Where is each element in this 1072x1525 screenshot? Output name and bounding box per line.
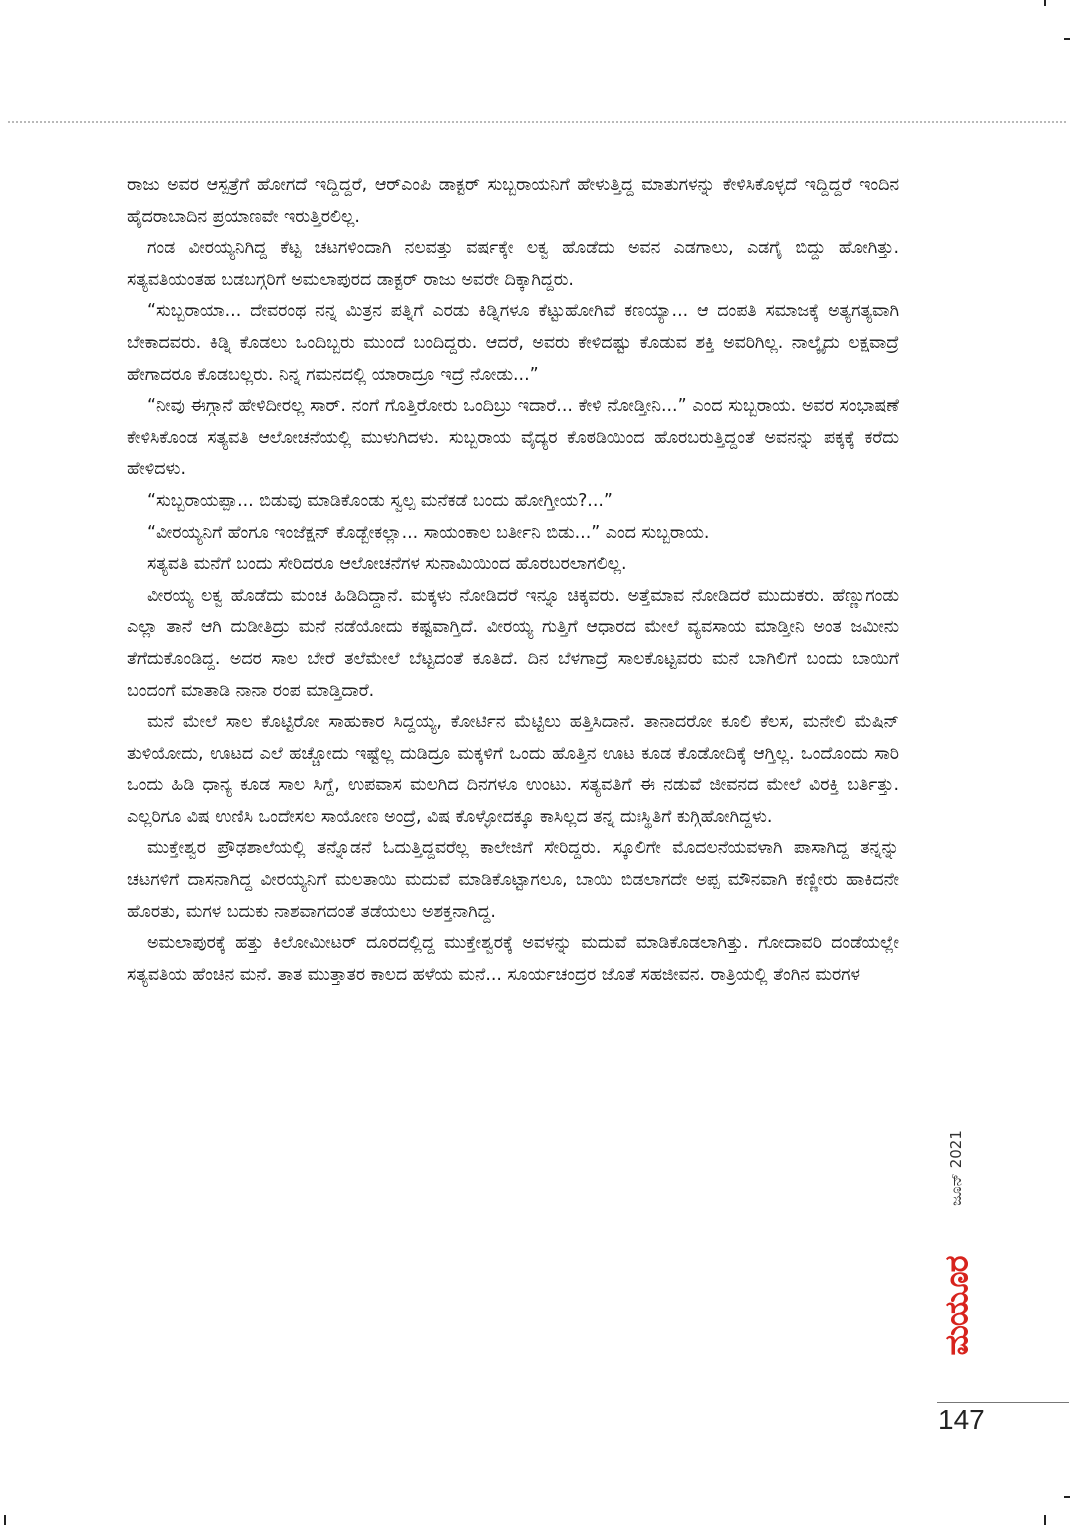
article-body [127, 170, 899, 1420]
paragraph-9: ಮನೆ ಮೇಲೆ ಸಾಲ ಕೊಟ್ಟಿರೋ ಸಾಹುಕಾರ ಸಿದ್ದಯ್ಯ, ಕೋರ್ಟಿನ ಮೆಟ್ಟಿಲು ಹತ್ತಿಸಿದಾನೆ. ತಾನಾದರೋ ಕೂಲಿ ಕೆಲಸ, ಮನೇಲಿ ಮೆಷಿನ್ ತುಳಿಯೋದು, ಊಟದ ಎಲೆ ಹಚ್ಚೋದು ಇಷ್ಟೆಲ್ಲ ದುಡಿದ್ರೂ ಮಕ್ಕಳಿಗೆ ಒಂದು ಹೊತ್ತಿನ ಊಟ ಕೂಡ ಕೊಡೋದಿಕ್ಕೆ ಆಗ್ತಿಲ್ಲ. ಒಂದೊಂದು ಸಾರಿ ಒಂದು ಹಿಡಿ ಧಾನ್ಯ ಕೂಡ ಸಾಲ ಸಿಗ್ದೆ, ಉಪವಾಸ ಮಲಗಿದ ದಿನಗಳೂ ಉಂಟು. ಸತ್ಯವತಿಗೆ ಈ ನಡುವೆ ಜೀವನದ ಮೇಲೆ ವಿರಕ್ತಿ ಬರ್ತಿತ್ತು. ಎಲ್ಲರಿಗೂ ವಿಷ ಉಣಿಸಿ ಒಂದೇಸಲ ಸಾಯೋಣ ಅಂದ್ರೆ, ವಿಷ ಕೊಳ್ಳೋದಕ್ಕೂ ಕಾಸಿಲ್ಲದ ತನ್ನ ದುಃಸ್ಥಿತಿಗೆ ಕುಗ್ಗಿಹೋಗಿದ್ದಳು. [127, 712, 899, 827]
paragraph-10: ಮುಕ್ತೇಶ್ವರ ಪ್ರೌಢಶಾಲೆಯಲ್ಲಿ ತನ್ನೊಡನೆ ಓದುತ್ತಿದ್ದವರೆಲ್ಲ ಕಾಲೇಜಿಗೆ ಸೇರಿದ್ದರು. ಸ್ಕೂಲಿಗೇ ಮೊದಲನೆಯವಳಾಗಿ ಪಾಸಾಗಿದ್ದ ತನ್ನನ್ನು ಚಟಗಳಿಗೆ ದಾಸನಾಗಿದ್ದ ವೀರಯ್ಯನಿಗೆ ಮಲತಾಯಿ ಮದುವೆ ಮಾಡಿಕೊಟ್ಟಾಗಲೂ, ಬಾಯಿ ಬಿಡಲಾಗದೇ ಅಪ್ಪ ಮೌನವಾಗಿ ಕಣ್ಣೀರು ಹಾಕಿದನೇ ಹೊರತು, ಮಗಳ ಬದುಕು ನಾಶವಾಗದಂತೆ ತಡೆಯಲು ಅಶಕ್ತನಾಗಿದ್ದ. [127, 838, 899, 922]
magazine-logo: ಮಯೂರ [937, 1256, 976, 1356]
crop-mark-right-top [1064, 38, 1070, 40]
paragraph-2: ಗಂಡ ವೀರಯ್ಯನಿಗಿದ್ದ ಕೆಟ್ಟ ಚಟಗಳಿಂದಾಗಿ ನಲವತ್ತು ವರ್ಷಕ್ಕೇ ಲಕ್ವ ಹೊಡೆದು ಅವನ ಎಡಗಾಲು, ಎಡಗೈ ಬಿದ್ದು ಹೋಗಿತ್ತು. ಸತ್ಯವತಿಯಂತಹ ಬಡಬಗ್ಗರಿಗೆ ಅಮಲಾಪುರದ ಡಾಕ್ಟರ್ ರಾಜು ಅವರೇ ದಿಕ್ಕಾಗಿದ್ದರು. [127, 238, 899, 290]
paragraph-8: ವೀರಯ್ಯ ಲಕ್ವ ಹೊಡೆದು ಮಂಚ ಹಿಡಿದಿದ್ದಾನೆ. ಮಕ್ಕಳು ನೋಡಿದರೆ ಇನ್ನೂ ಚಿಕ್ಕವರು. ಅತ್ತೆಮಾವ ನೋಡಿದರೆ ಮುದುಕರು. ಹೆಣ್ಣುಗಂಡು ಎಲ್ಲಾ ತಾನೆ ಆಗಿ ದುಡೀತಿದ್ರು ಮನೆ ನಡೆಯೋದು ಕಷ್ಟವಾಗ್ತಿದೆ. ವೀರಯ್ಯ ಗುತ್ತಿಗೆ ಆಧಾರದ ಮೇಲೆ ವ್ಯವಸಾಯ ಮಾಡ್ತೀನಿ ಅಂತ ಜಮೀನು ತೆಗೆದುಕೊಂಡಿದ್ದ. ಅದರ ಸಾಲ ಬೇರೆ ತಲೆಮೇಲೆ ಬೆಟ್ಟದಂತೆ ಕೂತಿದೆ. ದಿನ ಬೆಳಗಾದ್ರೆ ಸಾಲಕೊಟ್ಟವರು ಮನೆ ಬಾಗಿಲಿಗೆ ಬಂದು ಬಾಯಿಗೆ ಬಂದಂಗೆ ಮಾತಾಡಿ ನಾನಾ ರಂಪ ಮಾಡ್ತಿದಾರೆ. [127, 585, 899, 701]
page-number-rule [937, 1402, 1069, 1403]
paragraph-5: “ಸುಬ್ಬರಾಯಪ್ಪಾ... ಬಿಡುವು ಮಾಡಿಕೊಂಡು ಸ್ವಲ್ಪ ಮನೆಕಡೆ ಬಂದು ಹೋಗ್ತೀಯ?...” [147, 490, 613, 511]
crop-mark-top-right [1044, 0, 1046, 6]
header-dotted-rule [8, 121, 1066, 123]
paragraph-11: ಅಮಲಾಪುರಕ್ಕೆ ಹತ್ತು ಕಿಲೋಮೀಟರ್ ದೂರದಲ್ಲಿದ್ದ ಮುಕ್ತೇಶ್ವರಕ್ಕೆ ಅವಳನ್ನು ಮದುವೆ ಮಾಡಿಕೊಡಲಾಗಿತ್ತು. ಗೋದಾವರಿ ದಂಡೆಯಲ್ಲೇ ಸತ್ಯವತಿಯ ಹೆಂಚಿನ ಮನೆ. ತಾತ ಮುತ್ತಾತರ ಕಾಲದ ಹಳೆಯ ಮನೆ... ಸೂರ್ಯಚಂದ್ರರ ಜೊತೆ ಸಹಜೀವನ. ರಾತ್ರಿಯಲ್ಲಿ ತೆಂಗಿನ ಮರಗಳ [127, 933, 899, 985]
paragraph-1: ರಾಜು ಅವರ ಆಸ್ಪತ್ರೆಗೆ ಹೋಗದೆ ಇದ್ದಿದ್ದರೆ, ಆರ್‌ಎಂಪಿ ಡಾಕ್ಟರ್ ಸುಬ್ಬರಾಯನಿಗೆ ಹೇಳುತ್ತಿದ್ದ ಮಾತುಗಳನ್ನು ಕೇಳಿಸಿಕೊಳ್ಳದೆ ಇದ್ದಿದ್ದರೆ ಇಂದಿನ ಹೈದರಾಬಾದಿನ ಪ್ರಯಾಣವೇ ಇರುತ್ತಿರಲಿಲ್ಲ. [127, 175, 899, 227]
issue-date: ಜೂನ್ 2021 [947, 1130, 965, 1206]
paragraph-7: ಸತ್ಯವತಿ ಮನೆಗೆ ಬಂದು ಸೇರಿದರೂ ಆಲೋಚನೆಗಳ ಸುನಾಮಿಯಿಂದ ಹೊರಬರಲಾಗಲಿಲ್ಲ. [147, 554, 627, 575]
page-number: 147 [938, 1404, 985, 1435]
paragraph-4: “ನೀವು ಈಗ್ಗಾನೆ ಹೇಳಿದೀರಲ್ಲ ಸಾರ್. ನಂಗೆ ಗೊತ್ತಿರೋರು ಒಂದಿಬ್ರು ಇದಾರೆ... ಕೇಳಿ ನೋಡ್ತೀನಿ...” ಎಂದ ಸುಬ್ಬರಾಯ. ಅವರ ಸಂಭಾಷಣೆ ಕೇಳಿಸಿಕೊಂಡ ಸತ್ಯವತಿ ಆಲೋಚನೆಯಲ್ಲಿ ಮುಳುಗಿದಳು. ಸುಬ್ಬರಾಯ ವೈದ್ಯರ ಕೊಠಡಿಯಿಂದ ಹೊರಬರುತ್ತಿದ್ದಂತೆ ಅವನನ್ನು ಪಕ್ಕಕ್ಕೆ ಕರೆದು ಹೇಳಿದಳು. [127, 396, 899, 480]
crop-mark-bottom-left [4, 1515, 6, 1525]
paragraph-3: “ಸುಬ್ಬರಾಯಾ... ದೇವರಂಥ ನನ್ನ ಮಿತ್ರನ ಪತ್ನಿಗೆ ಎರಡು ಕಿಡ್ನಿಗಳೂ ಕೆಟ್ಟುಹೋಗಿವೆ ಕಣಯ್ಯಾ... ಆ ದಂಪತಿ ಸಮಾಜಕ್ಕೆ ಅತ್ಯಗತ್ಯವಾಗಿ ಬೇಕಾದವರು. ಕಿಡ್ನಿ ಕೊಡಲು ಒಂದಿಬ್ಬರು ಮುಂದೆ ಬಂದಿದ್ದರು. ಆದರೆ, ಅವರು ಕೇಳಿದಷ್ಟು ಕೊಡುವ ಶಕ್ತಿ ಅವರಿಗಿಲ್ಲ. ನಾಲ್ಕೈದು ಲಕ್ಷವಾದ್ರೆ ಹೇಗಾದರೂ ಕೊಡಬಲ್ಲರು. ನಿನ್ನ ಗಮನದಲ್ಲಿ ಯಾರಾದ್ರೂ ಇದ್ರೆ ನೋಡು...” [127, 301, 899, 385]
crop-mark-bottom-right [1044, 1515, 1046, 1525]
paragraph-6: “ವೀರಯ್ಯನಿಗೆ ಹೆಂಗೂ ಇಂಜೆಕ್ಷನ್ ಕೊಡ್ಬೇಕಲ್ಲಾ... ಸಾಯಂಕಾಲ ಬರ್ತೀನಿ ಬಿಡು...” ಎಂದ ಸುಬ್ಬರಾಯ. [147, 522, 710, 543]
crop-mark-right-bottom [1064, 1496, 1070, 1498]
